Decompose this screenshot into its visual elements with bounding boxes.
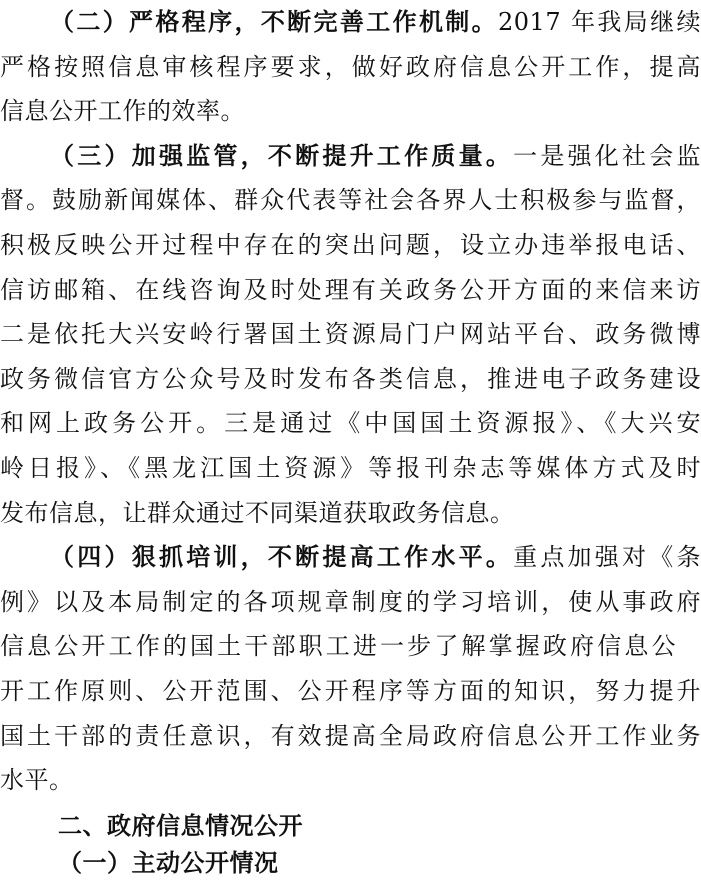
paragraph-line: 和网上政务公开。三是通过《中国国土资源报》、《大兴安 — [0, 409, 701, 438]
paragraph-line: 发布信息，让群众通过不同渠道获取政务信息。 — [0, 498, 515, 527]
paragraph-line: 信息公开工作的效率。 — [0, 97, 245, 126]
paragraph-line: 督。鼓励新闻媒体、群众代表等社会各界人士积极参与监督， — [0, 186, 701, 215]
paragraph-line: 信访邮箱、在线咨询及时处理有关政务公开方面的来信来访 — [0, 275, 701, 304]
paragraph-line: 国土干部的责任意识，有效提高全局政府信息公开工作业务 — [0, 721, 701, 750]
paragraph-line — [0, 537, 701, 577]
paragraph-text: 重点加强对《条 — [513, 543, 701, 572]
paragraph-line — [0, 136, 701, 176]
paragraph-lead: （四）狠抓培训，不断提高工作水平。 — [50, 542, 514, 572]
paragraph-text: 2017 年我局继续 — [498, 8, 701, 36]
subsection-heading: （一）主动公开情况 — [58, 849, 279, 877]
paragraph-line: 信息公开工作的国土干部职工进一步了解掌握政府信息公 — [0, 632, 676, 661]
paragraph-line: 例》以及本局制定的各项规章制度的学习培训，使从事政府 — [0, 587, 701, 616]
paragraph-line: 政务微信官方公众号及时发布各类信息，推进电子政务建设 — [0, 364, 701, 393]
section-heading-visible: 二、政府信息情况公开 — [58, 812, 303, 840]
paragraph-lead: （二）严格程序，不断完善工作机制。 — [50, 7, 499, 36]
paragraph-line: 严格按照信息审核程序要求，做好政府信息公开工作，提高 — [0, 52, 701, 81]
paragraph-text: 一是强化社会监 — [513, 141, 701, 170]
paragraph-lead: （三）加强监管，不断提升工作质量。 — [50, 140, 514, 170]
paragraph-line: 开工作原则、公开范围、公开程序等方面的知识，努力提升 — [0, 677, 701, 705]
paragraph-line — [0, 2, 701, 42]
paragraph-line: 积极反映公开过程中存在的突出问题，设立办违举报电话、 — [0, 231, 701, 259]
paragraph-line: 二是依托大兴安岭行署国土资源局门户网站平台、政务微博 — [0, 320, 701, 349]
paragraph-line: 岭日报》、《黑龙江国土资源》等报刊杂志等媒体方式及时 — [0, 454, 701, 482]
paragraph-line: 水平。 — [0, 766, 74, 795]
